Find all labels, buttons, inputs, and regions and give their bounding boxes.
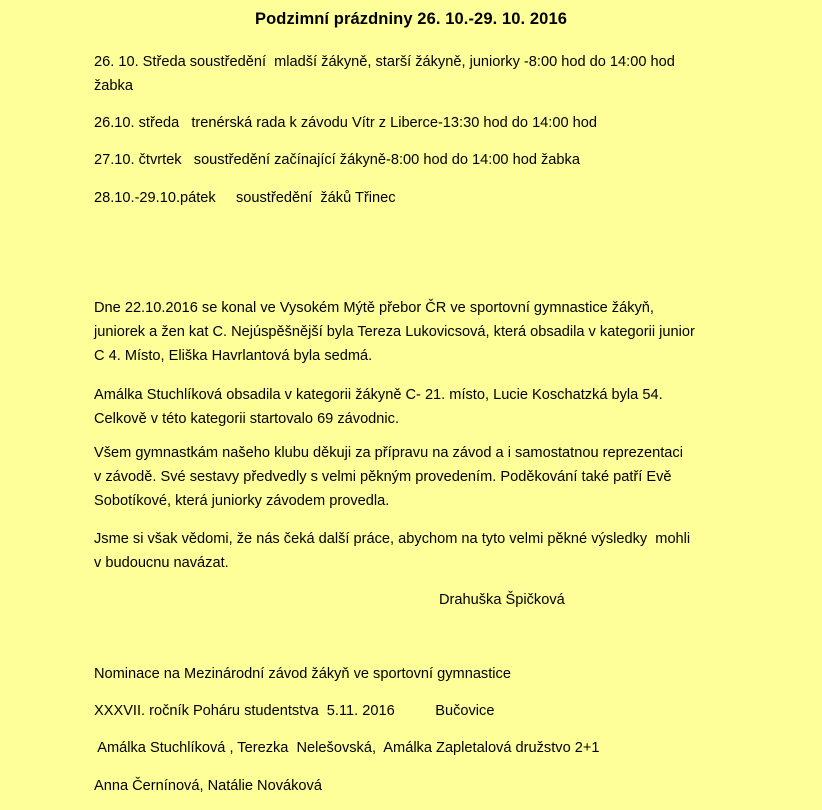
nomination-heading: Nominace na Mezinárodní závod žákyň ve sportovní gymnastice (94, 666, 511, 682)
report-paragraph-2-line-2: Celkově v této kategorii startovalo 69 závodnic. (94, 411, 400, 427)
nomination-event: XXXVII. ročník Poháru studentstva 5.11. 2016 Bučovice (94, 703, 495, 719)
report-paragraph-1-line-2: juniorek a žen kat C. Nejúspěšnější byla Tereza Lukovicsová, která obsadila v kategorii junior (94, 324, 695, 340)
report-paragraph-1 (94, 296, 734, 368)
schedule-item-1-line-1: 26. 10. Středa soustředění mladší žákyně, starší žákyně, juniorky -8:00 hod do 14:00 hod (94, 54, 675, 70)
page-title: Podzimní prázdniny 26. 10.-29. 10. 2016 (254, 10, 568, 28)
report-paragraph-3-line-1: Všem gymnastkám našeho klubu děkuji za přípravu na závod a i samostatnou reprezentaci (94, 445, 683, 461)
report-paragraph-1-line-1: Dne 22.10.2016 se konal ve Vysokém Mýtě přebor ČR ve sportovní gymnastice žákyň, (94, 300, 654, 316)
nomination-team: Amálka Stuchlíková , Terezka Nelešovská, Amálka Zapletalová družstvo 2+1 (94, 740, 600, 756)
report-paragraph-4 (94, 527, 734, 575)
report-paragraph-3-line-2: v závodě. Své sestavy předvedly s velmi pěkným provedením. Poděkování také patří Evě (94, 469, 672, 485)
report-paragraph-2 (94, 383, 734, 431)
nomination-individuals: Anna Černínová, Natálie Nováková (94, 778, 322, 794)
schedule-item-4: 28.10.-29.10.pátek soustředění žáků Třinec (94, 190, 396, 206)
report-paragraph-3 (94, 441, 734, 513)
signature: Drahuška Špičková (439, 592, 565, 608)
schedule-item-2: 26.10. středa trenérská rada k závodu Vítr z Liberce-13:30 hod do 14:00 hod (94, 115, 597, 131)
report-paragraph-1-line-3: C 4. Místo, Eliška Havrlantová byla sedmá. (94, 348, 373, 364)
report-paragraph-3-line-3: Sobotíkové, která juniorky závodem provedla. (94, 493, 390, 509)
schedule-item-1 (94, 50, 734, 98)
report-paragraph-4-line-1: Jsme si však vědomi, že nás čeká další práce, abychom na tyto velmi pěkné výsledky mohli (94, 531, 691, 547)
report-paragraph-4-line-2: v budoucnu navázat. (94, 555, 229, 571)
schedule-item-1-line-2: žabka (94, 78, 133, 94)
report-paragraph-2-line-1: Amálka Stuchlíková obsadila v kategorii žákyně C- 21. místo, Lucie Koschatzká byla 54. (94, 387, 663, 403)
schedule-item-3: 27.10. čtvrtek soustředění začínající žákyně-8:00 hod do 14:00 hod žabka (94, 152, 580, 168)
